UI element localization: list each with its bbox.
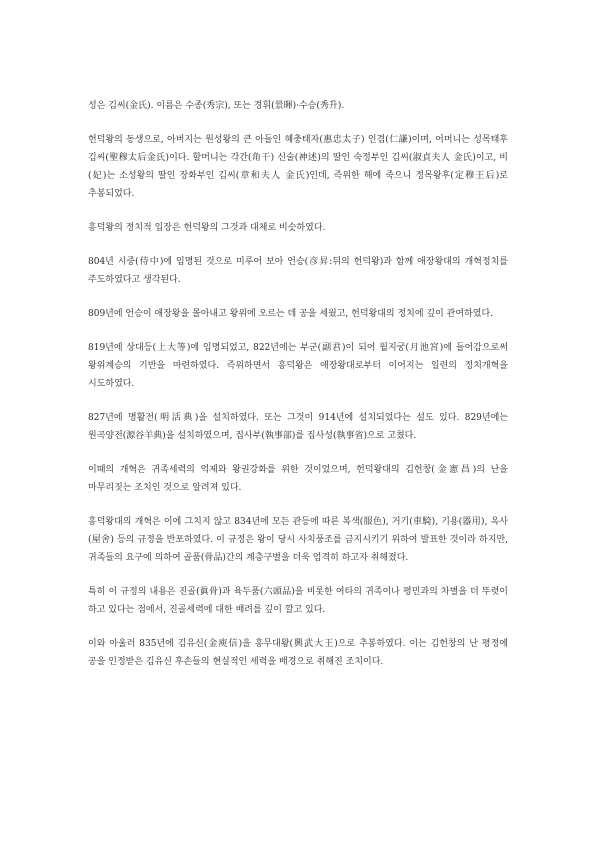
paragraph: 특히 이 규정의 내용은 진골(眞骨)과 육두품(六頭品)을 비롯한 여타의 귀족이나 평민과의 차별을 더 뚜렷이 하고 있다는 점에서, 진골세력에 대한 배려를 깊이 깔고 있다. (88, 587, 508, 615)
paragraph: 이와 아울러 835년에 김유신(金庾信)을 흥무대왕(興武大王)으로 추봉하였다. 이는 김헌창의 난 평정에 공을 인정받은 김유신 후손들의 현실적인 세력을 배경으로 취해진 조치이다. (88, 639, 508, 667)
paragraph: 흥덕왕대의 개혁은 이에 그치지 않고 834년에 모든 관등에 따른 복색(服色), 거기(車騎), 기용(器用), 옥사(屋舍) 등의 규정을 반포하였다. 이 규정은 왕이 당시 사치풍조를 금지시키기 위하여 발표한 것이라 하지만, 귀족들의 요구에 의하여 골품(骨品)간의 계층구별을 더욱 엄격히 하고자 취해졌다. (88, 517, 508, 563)
paragraph: 827년에 명활전(明活典)을 설치하였다. 또는 그것이 914년에 설치되었다는 설도 있다. 829년에는 원곡양전(源谷羊典)을 설치하였으며, 집사부(執事部)를 집사성(執事省)으로 고쳤다. (88, 413, 508, 441)
paragraph: 809년에 언승이 애장왕을 몰아내고 왕위에 오르는 데 공을 세웠고, 헌덕왕대의 정치에 깊이 관여하였다. (88, 309, 493, 319)
paragraph: 헌덕왕의 동생으로, 아버지는 원성왕의 큰 아들인 혜충태자(惠忠太子) 인겸(仁謙)이며, 어머니는 성목태후 김씨(聖穆太后金氏)이다. 할머니는 각간(角干) 신술(神述)의 딸인 숙정부인 김씨(淑貞夫人 金氏)이고, 비(妃)는 소성왕의 딸인 장화부인 김씨(章和夫人 金氏)인데, 즉위한 해에 죽으니 정목왕후(定穆王后)로 추봉되었다. (88, 135, 508, 199)
paragraph: 이때의 개혁은 귀족세력의 억제와 왕권강화를 위한 것이었으며, 헌덕왕대의 김헌창(金憲昌)의 난을 마무리짓는 조치인 것으로 알려져 있다. (88, 465, 508, 493)
body-text (88, 97, 508, 687)
paragraph: 804년 시중(侍中)에 임명된 것으로 미루어 보아 언승(彦昇:뒤의 헌덕왕)과 함께 애장왕대의 개혁정치를 주도하였다고 생각된다. (88, 257, 508, 285)
paragraph: 성은 김씨(金氏). 이름은 수종(秀宗), 또는 경휘(景暉)·수승(秀升). (88, 101, 345, 111)
paragraph: 흥덕왕의 정치적 입장은 헌덕왕의 그것과 대체로 비슷하였다. (88, 223, 326, 233)
paragraph: 819년에 상대등(上大等)에 임명되었고, 822년에는 부군(副君)이 되어 월지궁(月池宮)에 들어감으로써 왕위계승의 기반을 마련하였다. 즉위하면서 흥덕왕은 애장왕대로부터 이어지는 일련의 정치개혁을 시도하였다. (88, 343, 508, 389)
